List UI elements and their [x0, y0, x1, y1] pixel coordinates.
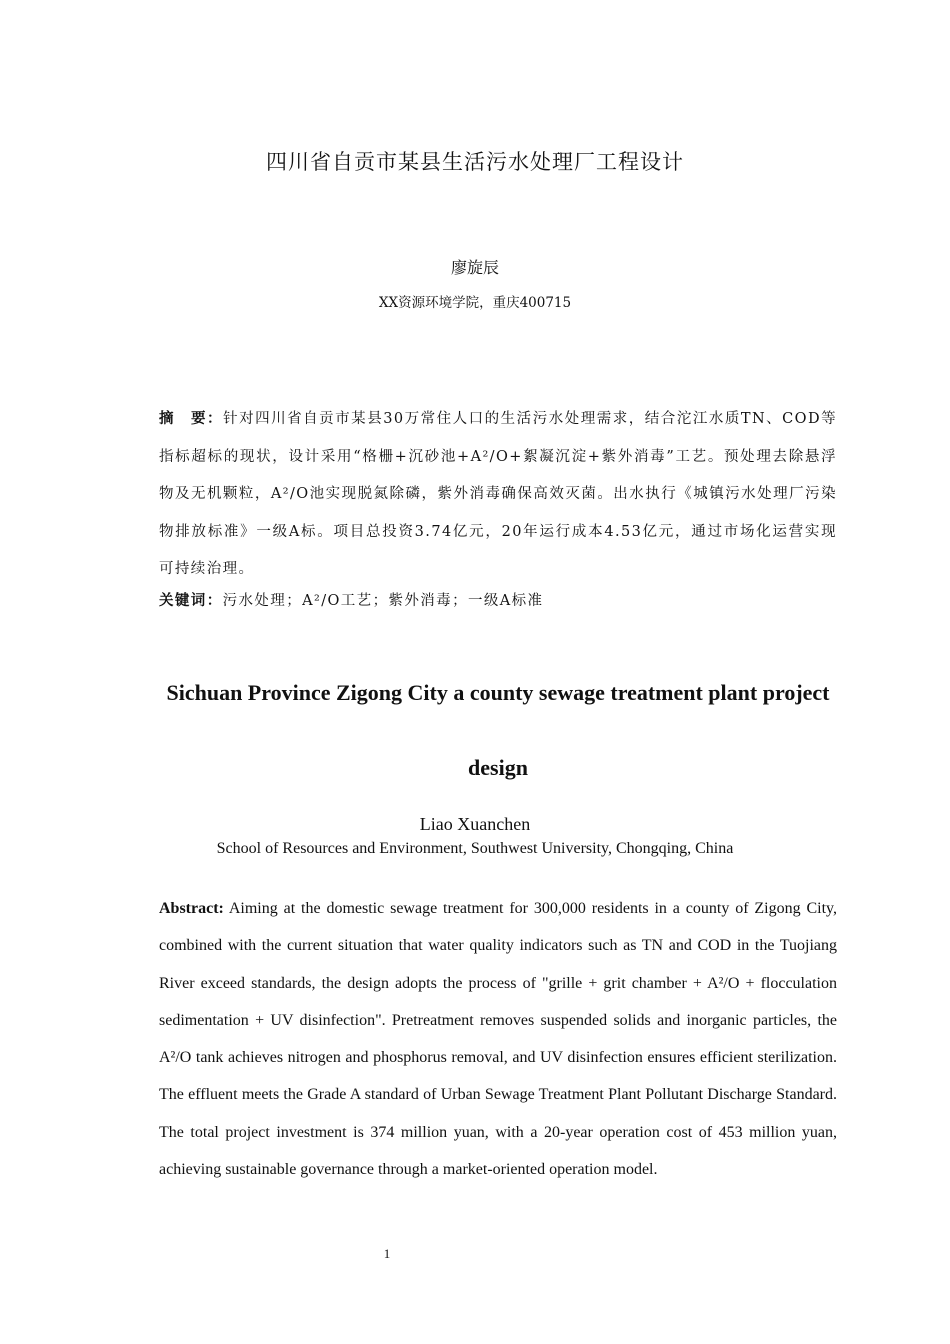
page-number: 1 [383, 1246, 391, 1261]
chinese-abstract-text: 针对四川省自贡市某县30万常住人口的生活污水处理需求，结合沱江水质TN、COD等指标超标的现状，设计采用“格栅+沉砂池+A²/O+絮凝沉淀+紫外消毒”工艺。预处理去除悬浮物及无机颗粒，A²/O池实现脱氮除磷，紫外消毒确保高效灭菌。出水执行《城镇污水处理厂污染物排放标准》一级A标。项目总投资3.74亿元，20年运行成本4.53亿元，通过市场化运营实现可持续治理。 [159, 411, 837, 577]
chinese-keywords-text: 污水处理；A²/O工艺；紫外消毒；一级A标准 [222, 593, 544, 609]
chinese-abstract [159, 400, 837, 589]
english-title: Sichuan Province Zigong City a county sewage treatment plant project design [166, 680, 830, 780]
chinese-author: 廖旋辰 [450, 258, 499, 277]
english-abstract-text: Aiming at the domestic sewage treatment for 300,000 residents in a county of Zigong City, combined with the current situation that water quality indicators such as TN and COD in the Tuojiang River exceed standards, the design adopts the process of "grille + grit chamber + A²/O + flocculation sedimentation + UV disinfection". Pretreatment removes suspended solids and inorganic particles, the A²/O tank achieves nitrogen and phosphorus removal, and UV disinfection ensures efficient sterilization. The effluent meets the Grade A standard of Urban Sewage Treatment Plant Pollutant Discharge Standard. The total project investment is 374 million yuan, with a 20-year operation cost of 453 million yuan, achieving sustainable governance through a market-oriented operation model. [159, 900, 837, 1179]
english-abstract [159, 890, 837, 1188]
english-abstract-label: Abstract: [159, 900, 224, 917]
english-author: Liao Xuanchen [419, 814, 531, 834]
english-affiliation: School of Resources and Environment, Southwest University, Chongqing, China [216, 840, 734, 857]
chinese-title: 四川省自贡市某县生活污水处理厂工程设计 [266, 150, 684, 174]
chinese-affiliation: XX资源环境学院，重庆400715 [378, 295, 572, 311]
chinese-keywords-label: 关键词： [159, 592, 223, 609]
chinese-abstract-label: 摘 要： [159, 410, 224, 427]
chinese-keywords [159, 590, 837, 612]
